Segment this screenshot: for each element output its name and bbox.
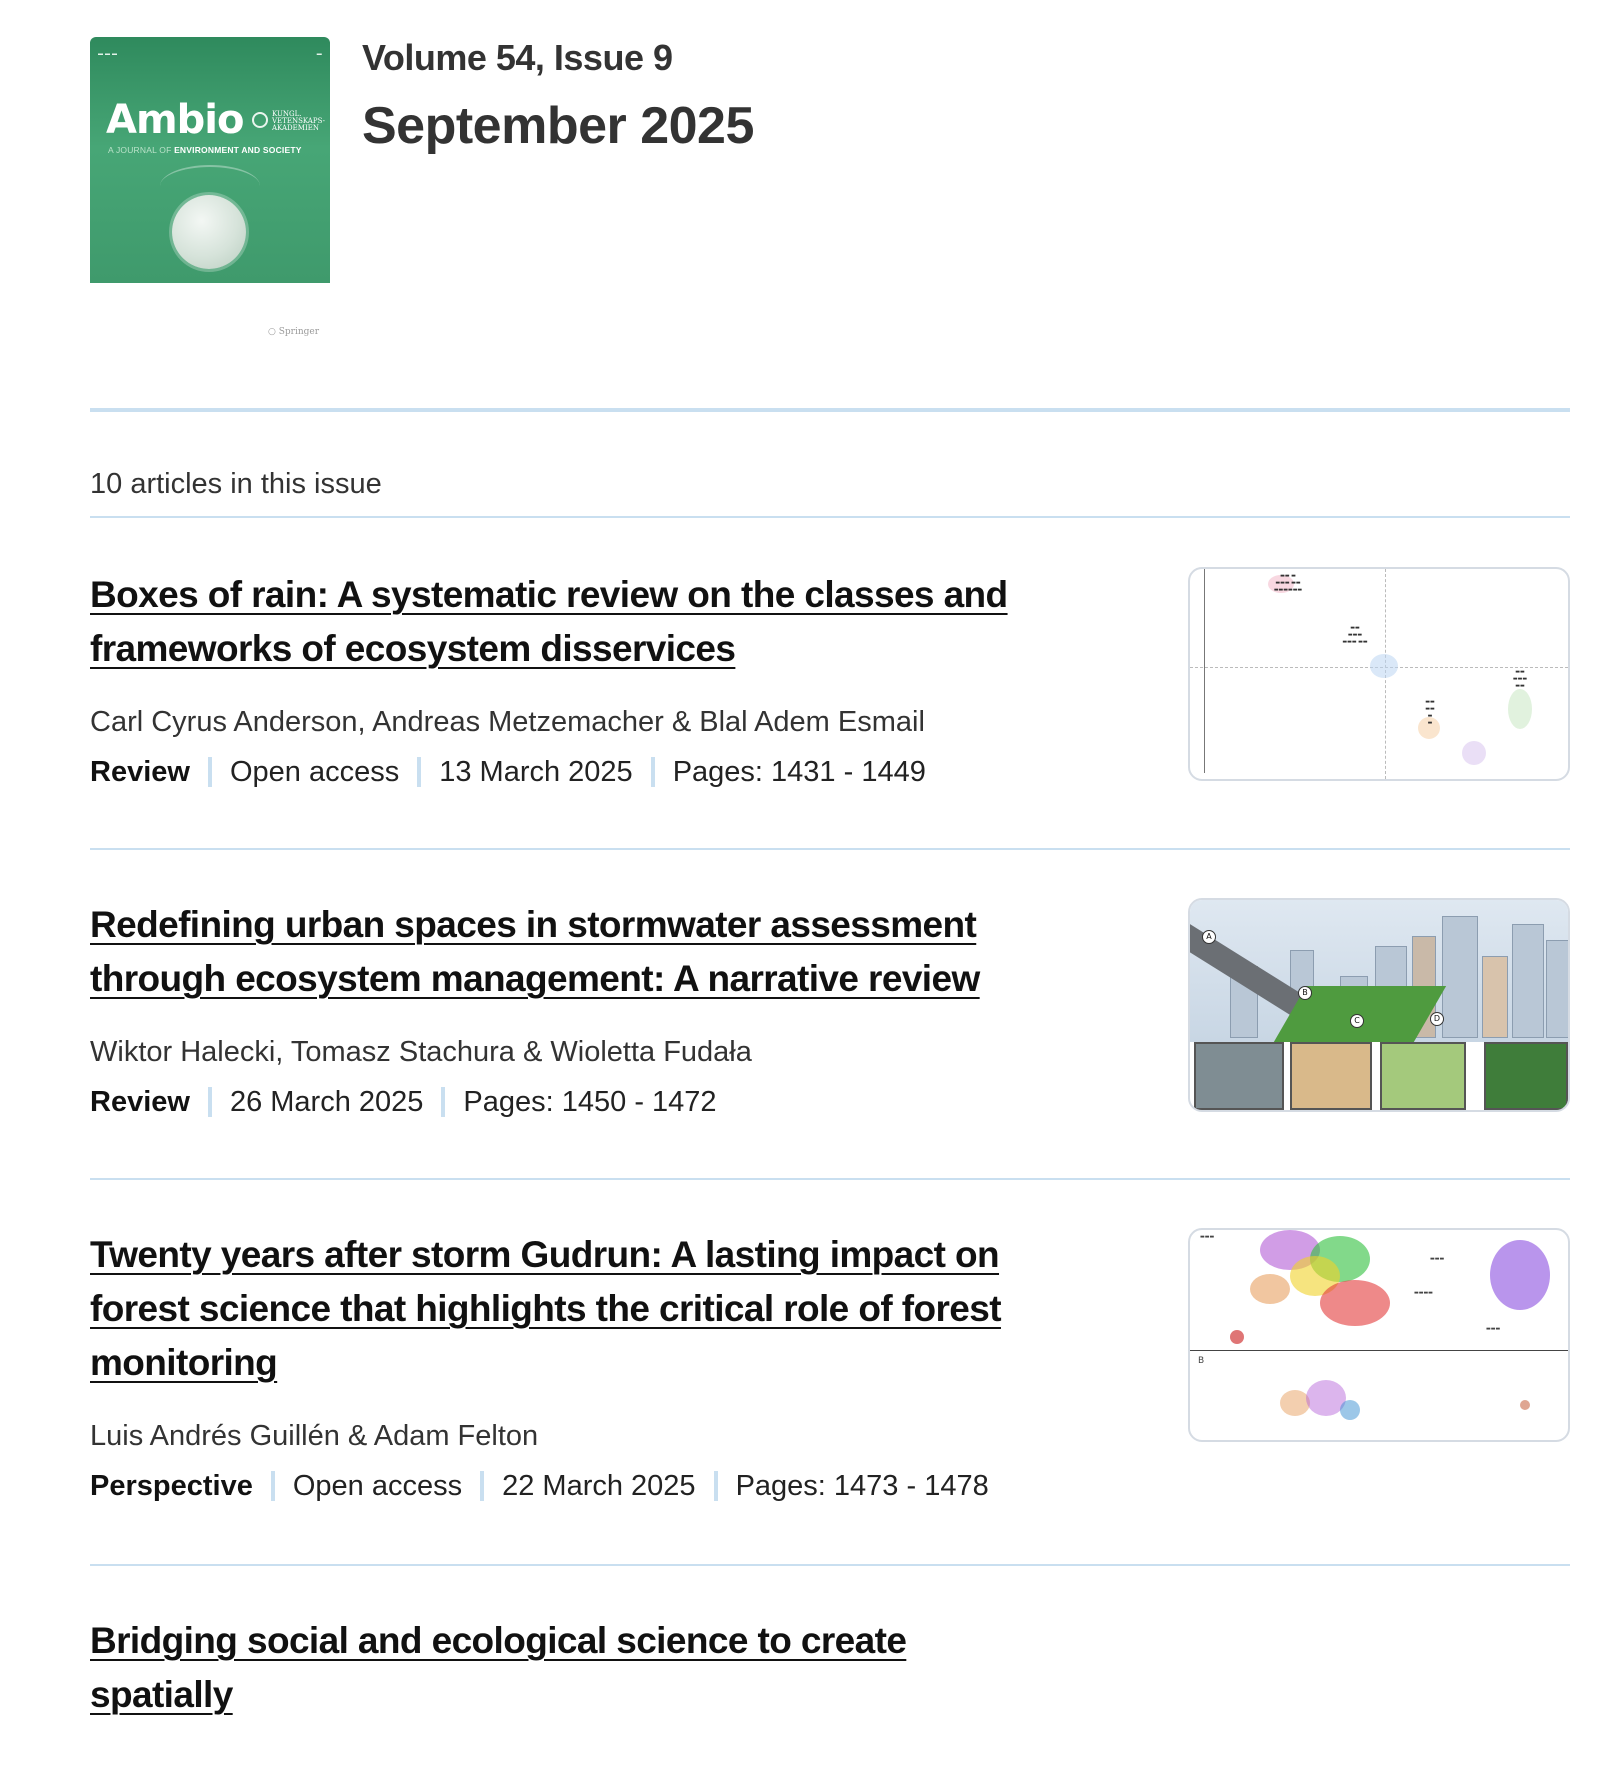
article-item bbox=[90, 850, 1570, 1180]
article-authors: Carl Cyrus Anderson, Andreas Metzemacher & Blal Adem Esmail bbox=[90, 706, 925, 738]
meta-separator bbox=[480, 1471, 484, 1501]
article-item bbox=[90, 1180, 1570, 1566]
cover-art bbox=[90, 37, 330, 283]
article-thumbnail[interactable] bbox=[1188, 898, 1570, 1112]
cover-subtitle-main: ENVIRONMENT AND SOCIETY bbox=[174, 145, 302, 155]
article-authors: Luis Andrés Guillén & Adam Felton bbox=[90, 1420, 539, 1452]
thumbnail-panel-label: B bbox=[1198, 1356, 1205, 1366]
thumbnail-node bbox=[1230, 1330, 1244, 1344]
thumbnail-text: ▬▬ ▬▬ ▬ ▬ bbox=[1425, 699, 1435, 726]
thumbnail-panel bbox=[1380, 1042, 1466, 1110]
thumbnail-building bbox=[1482, 956, 1508, 1038]
meta-separator bbox=[208, 757, 212, 787]
thumbnail-text: ▬▬▬ bbox=[1430, 1256, 1445, 1262]
thumbnail-text: ▬▬ ▬ ▬▬▬ ▬▬ ▬▬▬▬▬▬ bbox=[1273, 573, 1303, 593]
article-text bbox=[90, 898, 1050, 1120]
article-item bbox=[90, 1566, 1570, 1766]
article-type: Perspective bbox=[90, 1470, 253, 1502]
academy-seal-icon bbox=[252, 112, 268, 128]
article-date: 13 March 2025 bbox=[439, 756, 633, 788]
thumbnail-marker: D bbox=[1430, 1012, 1444, 1026]
meta-separator bbox=[417, 757, 421, 787]
thumbnail-panel bbox=[1194, 1042, 1284, 1110]
thumbnail-marker: C bbox=[1350, 1014, 1364, 1028]
thumbnail-building bbox=[1546, 940, 1570, 1038]
article-title-link[interactable]: Boxes of rain: A systematic review on the classes and frameworks of ecosystem disservices bbox=[90, 574, 1008, 669]
article-title-link[interactable]: Twenty years after storm Gudrun: A lasting impact on forest science that highlights the critical role of forest monitoring bbox=[90, 1234, 1001, 1383]
thumbnail-building bbox=[1442, 916, 1478, 1038]
thumbnail-text: ▬▬ ▬▬▬ ▬▬▬ ▬▬ bbox=[1342, 625, 1368, 645]
thumbnail-text: ▬▬ ▬▬▬ ▬▬ bbox=[1512, 669, 1528, 689]
thumbnail-text: ▬▬▬▬ bbox=[1414, 1290, 1433, 1296]
thumbnail-building bbox=[1512, 924, 1544, 1038]
meta-separator bbox=[651, 757, 655, 787]
article-text bbox=[90, 568, 1050, 790]
thumbnail-cluster bbox=[1462, 741, 1486, 765]
publisher-logo: ○ Springer bbox=[268, 327, 320, 337]
article-meta bbox=[90, 754, 1050, 790]
thumbnail-cluster bbox=[1320, 1280, 1390, 1326]
issue-volume: Volume 54, Issue 9 bbox=[362, 37, 673, 78]
meta-separator bbox=[714, 1471, 718, 1501]
article-title-link[interactable]: Redefining urban spaces in stormwater assessment through ecosystem management: A narrative review bbox=[90, 904, 980, 999]
article-pages: Pages: 1450 - 1472 bbox=[463, 1086, 717, 1118]
thumbnail-cluster bbox=[1490, 1240, 1550, 1310]
thumbnail-cluster bbox=[1370, 654, 1398, 678]
article-thumbnail[interactable] bbox=[1188, 1228, 1570, 1442]
article-count: 10 articles in this issue bbox=[90, 412, 1570, 518]
thumbnail-divider bbox=[1190, 1350, 1568, 1351]
thumbnail-marker: A bbox=[1202, 930, 1216, 944]
thumbnail-text: ▬▬▬ bbox=[1486, 1326, 1501, 1332]
thumbnail-axis bbox=[1204, 569, 1205, 773]
cover-top-text: ▬ ▬ ▬ ▬ bbox=[98, 51, 322, 57]
thumbnail-cluster bbox=[1340, 1400, 1360, 1420]
article-item bbox=[90, 518, 1570, 850]
meta-separator bbox=[271, 1471, 275, 1501]
thumbnail-node bbox=[1520, 1400, 1530, 1410]
article-thumbnail[interactable] bbox=[1188, 567, 1570, 781]
article-text bbox=[90, 1228, 1050, 1504]
thumbnail-text: ▬▬▬ bbox=[1200, 1234, 1215, 1240]
article-date: 22 March 2025 bbox=[502, 1470, 696, 1502]
issue-header bbox=[90, 0, 1570, 412]
publisher-name: Springer bbox=[278, 327, 320, 337]
article-meta bbox=[90, 1468, 1050, 1504]
issue-page bbox=[90, 0, 1570, 1766]
cover-subtitle-prefix: A JOURNAL OF bbox=[108, 145, 172, 155]
article-pages: Pages: 1473 - 1478 bbox=[735, 1470, 989, 1502]
meta-separator bbox=[208, 1087, 212, 1117]
article-date: 26 March 2025 bbox=[229, 1086, 424, 1118]
cover-journal-title: Ambio bbox=[106, 97, 244, 143]
thumbnail-marker: B bbox=[1298, 986, 1312, 1000]
open-access-label: Open access bbox=[229, 756, 400, 788]
globe-illustration bbox=[172, 195, 246, 269]
thumbnail-cluster bbox=[1250, 1274, 1290, 1304]
article-pages: Pages: 1431 - 1449 bbox=[672, 756, 926, 788]
journal-cover[interactable] bbox=[90, 37, 330, 347]
open-access-label: Open access bbox=[292, 1470, 463, 1502]
article-authors: Wiktor Halecki, Tomasz Stachura & Wioletta Fudała bbox=[90, 1036, 752, 1068]
article-type: Review bbox=[90, 756, 190, 788]
cover-academy-name: KUNGL. VETENSKAPS-AKADEMIEN bbox=[272, 110, 325, 132]
article-type: Review bbox=[90, 1086, 190, 1118]
thumbnail-panel bbox=[1484, 1042, 1568, 1110]
thumbnail-panel bbox=[1290, 1042, 1372, 1110]
thumbnail-cluster bbox=[1508, 689, 1532, 729]
article-meta bbox=[90, 1084, 1050, 1120]
cover-subtitle bbox=[108, 145, 302, 155]
issue-titles bbox=[362, 34, 754, 156]
article-text bbox=[90, 1614, 1050, 1722]
meta-separator bbox=[441, 1087, 445, 1117]
issue-date: September 2025 bbox=[362, 97, 754, 155]
article-title-link[interactable]: Bridging social and ecological science to create spatially bbox=[90, 1620, 907, 1715]
